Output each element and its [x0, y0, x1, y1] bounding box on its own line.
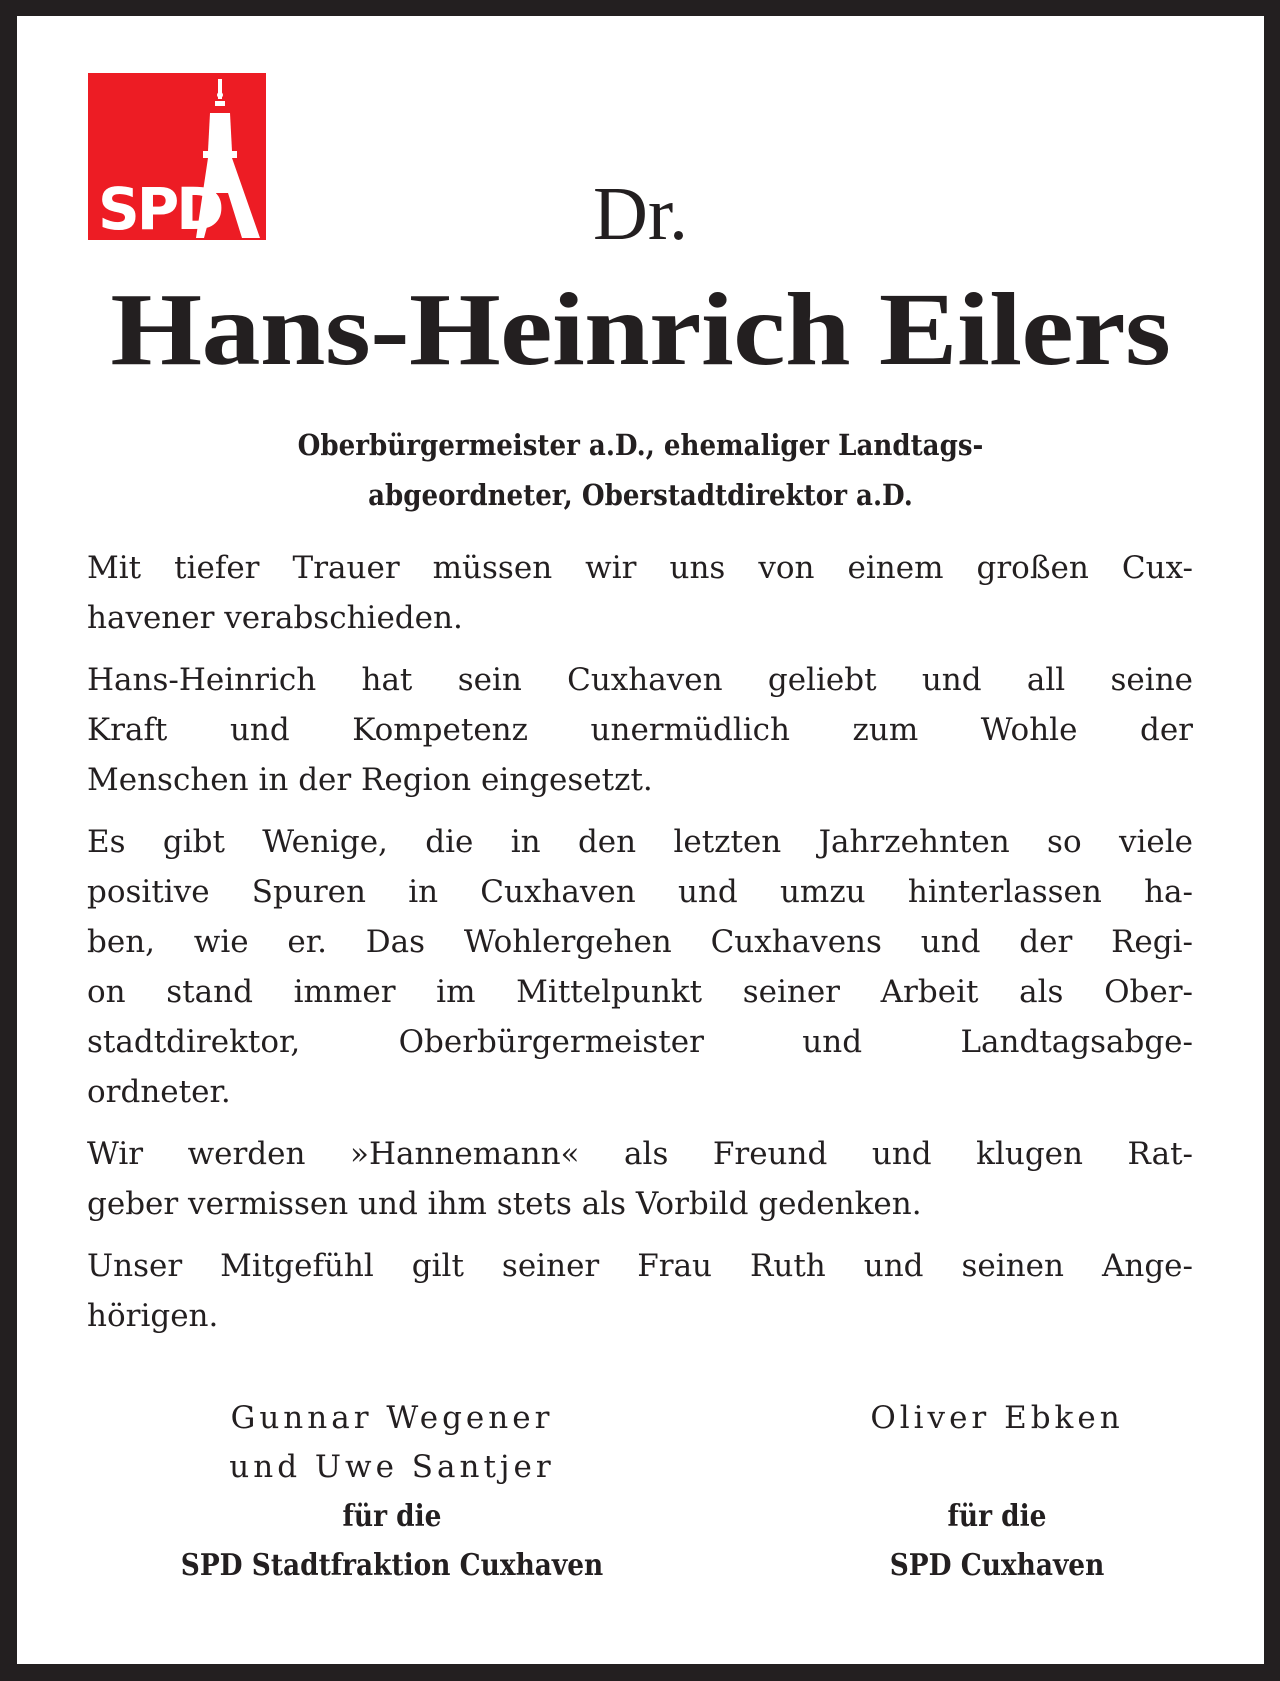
text-line: Kraft und Kompetenz unermüdlich zum Wohle der: [87, 712, 1193, 748]
logo-text: SPD: [98, 175, 222, 240]
paragraph: [87, 1241, 1193, 1341]
text-line: Hans-Heinrich hat sein Cuxhaven geliebt und all seine: [87, 662, 1193, 698]
text-line: on stand immer im Mittelpunkt seiner Arbeit als Ober-: [87, 974, 1193, 1010]
signature-block-spd-cuxhaven: [787, 1394, 1207, 1590]
organization-name: SPD Cuxhaven: [889, 1548, 1105, 1583]
text-line: hörigen.: [87, 1298, 219, 1334]
text-line: positive Spuren in Cuxhaven und umzu hinterlassen ha-: [87, 874, 1193, 910]
text-line: ordneter.: [87, 1074, 231, 1110]
subtitle-line: abgeordneter, Oberstadtdirektor a.D.: [368, 478, 913, 512]
organization-name: SPD Stadtfraktion Cuxhaven: [180, 1548, 604, 1583]
text-line: ben, wie er. Das Wohlergehen Cuxhavens und der Regi-: [87, 924, 1193, 960]
for-label: für die: [947, 1499, 1047, 1534]
text-line: Es gibt Wenige, die in den letzten Jahrzehnten so viele: [87, 824, 1193, 860]
signatory-name: und Uwe Santjer: [229, 1449, 555, 1485]
paragraph: [87, 543, 1193, 643]
paragraph: [87, 655, 1193, 805]
text-line: Menschen in der Region eingesetzt.: [87, 762, 653, 798]
text-line: Wir werden »Hannemann« als Freund und klugen Rat-: [87, 1136, 1193, 1172]
signatory-name: Gunnar Wegener: [230, 1400, 554, 1436]
paragraph: [87, 1129, 1193, 1229]
titles-subheading: [79, 420, 1201, 520]
obituary-notice: [17, 16, 1264, 1664]
text-line: Mit tiefer Trauer müssen wir uns von einem großen Cux-: [87, 550, 1193, 586]
paragraph: [87, 817, 1193, 1117]
text-line: havener verabschieden.: [87, 600, 463, 636]
deceased-name: Hans-Heinrich Eilers: [110, 272, 1171, 387]
signature-block-stadtfraktion: [97, 1394, 687, 1590]
title-prefix: Dr.: [593, 172, 688, 256]
text-line: Unser Mitgefühl gilt seiner Frau Ruth und seinen Ange-: [87, 1248, 1193, 1284]
text-line: geber vermissen und ihm stets als Vorbild gedenken.: [87, 1186, 922, 1222]
text-line: stadtdirektor, Oberbürgermeister und Landtagsabge-: [87, 1024, 1193, 1060]
signatory-name: Oliver Ebken: [870, 1400, 1124, 1436]
signatory-name-empty: [787, 1443, 1207, 1492]
subtitle-line: Oberbürgermeister a.D., ehemaliger Landtags-: [297, 428, 984, 462]
for-label: für die: [342, 1499, 442, 1534]
obituary-body: [87, 543, 1193, 1353]
